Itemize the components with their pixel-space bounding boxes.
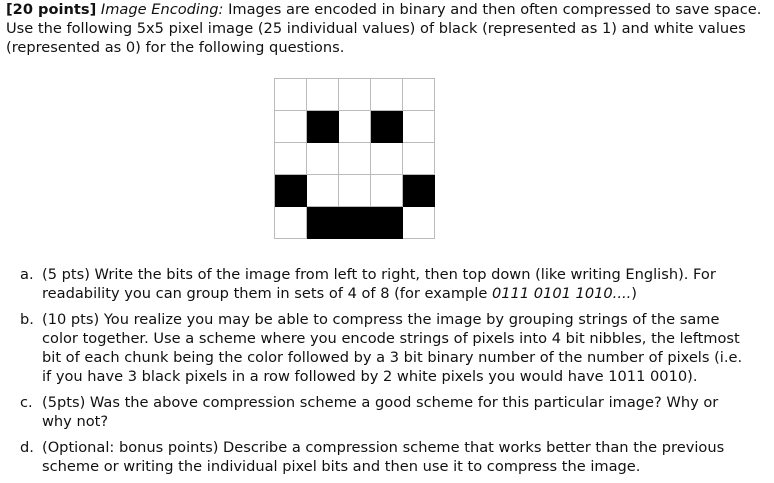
question-letter: a.: [20, 266, 34, 283]
question-text: (5 pts) Write the bits of the image from left to right, then top down (like writing English). For readability you can group them in sets of 4 of 8 (for example: [42, 266, 716, 302]
question-letter: b.: [20, 311, 34, 328]
question-a: [20, 265, 750, 303]
black-pixel: [371, 207, 403, 239]
points-label: [20 points]: [6, 1, 97, 18]
question-example: 0111 0101 1010....: [491, 285, 632, 302]
white-pixel: [307, 175, 339, 207]
white-pixel: [403, 111, 435, 143]
white-pixel: [403, 143, 435, 175]
white-pixel: [371, 79, 403, 111]
question-c: [20, 393, 750, 431]
white-pixel: [275, 207, 307, 239]
intro-text: Images are encoded in binary and then often compressed to save space. Use the following 5x5 pixel image (25 individual values) of black (represented as 1) and white values (represented as 0) for the following questions.: [6, 1, 762, 56]
question-text: (5pts) Was the above compression scheme a good scheme for this particular image? Why or why not?: [42, 394, 719, 430]
white-pixel: [339, 143, 371, 175]
white-pixel: [275, 79, 307, 111]
question-text: (Optional: bonus points) Describe a compression scheme that works better than the previous scheme or writing the individual pixel bits and then use it to compress the image.: [42, 439, 725, 475]
pixel-image-grid: [274, 78, 435, 239]
white-pixel: [339, 79, 371, 111]
question-letter: d.: [20, 439, 34, 456]
topic-label: Image Encoding:: [100, 1, 224, 18]
black-pixel: [275, 175, 307, 207]
white-pixel: [339, 175, 371, 207]
white-pixel: [403, 207, 435, 239]
black-pixel: [371, 111, 403, 143]
black-pixel: [307, 207, 339, 239]
question-d: [20, 438, 750, 476]
white-pixel: [371, 175, 403, 207]
question-b: [20, 310, 750, 386]
white-pixel: [371, 143, 403, 175]
black-pixel: [307, 111, 339, 143]
white-pixel: [403, 79, 435, 111]
white-pixel: [275, 143, 307, 175]
question-text: (10 pts) You realize you may be able to compress the image by grouping strings of the same color together. Use a scheme where you encode strings of pixels into 4 bit nibbles, the leftmost bit of each chunk being the color followed by a 3 bit binary number of the number of pixels (i.e. if you have 3 black pixels in a row followed by 2 white pixels you would have 1011 0010).: [42, 311, 743, 385]
problem-intro: [6, 0, 766, 57]
white-pixel: [307, 79, 339, 111]
white-pixel: [275, 111, 307, 143]
question-list: [20, 265, 750, 483]
white-pixel: [307, 143, 339, 175]
question-suffix: ): [631, 285, 637, 302]
black-pixel: [339, 207, 371, 239]
white-pixel: [339, 111, 371, 143]
black-pixel: [403, 175, 435, 207]
question-letter: c.: [20, 394, 33, 411]
